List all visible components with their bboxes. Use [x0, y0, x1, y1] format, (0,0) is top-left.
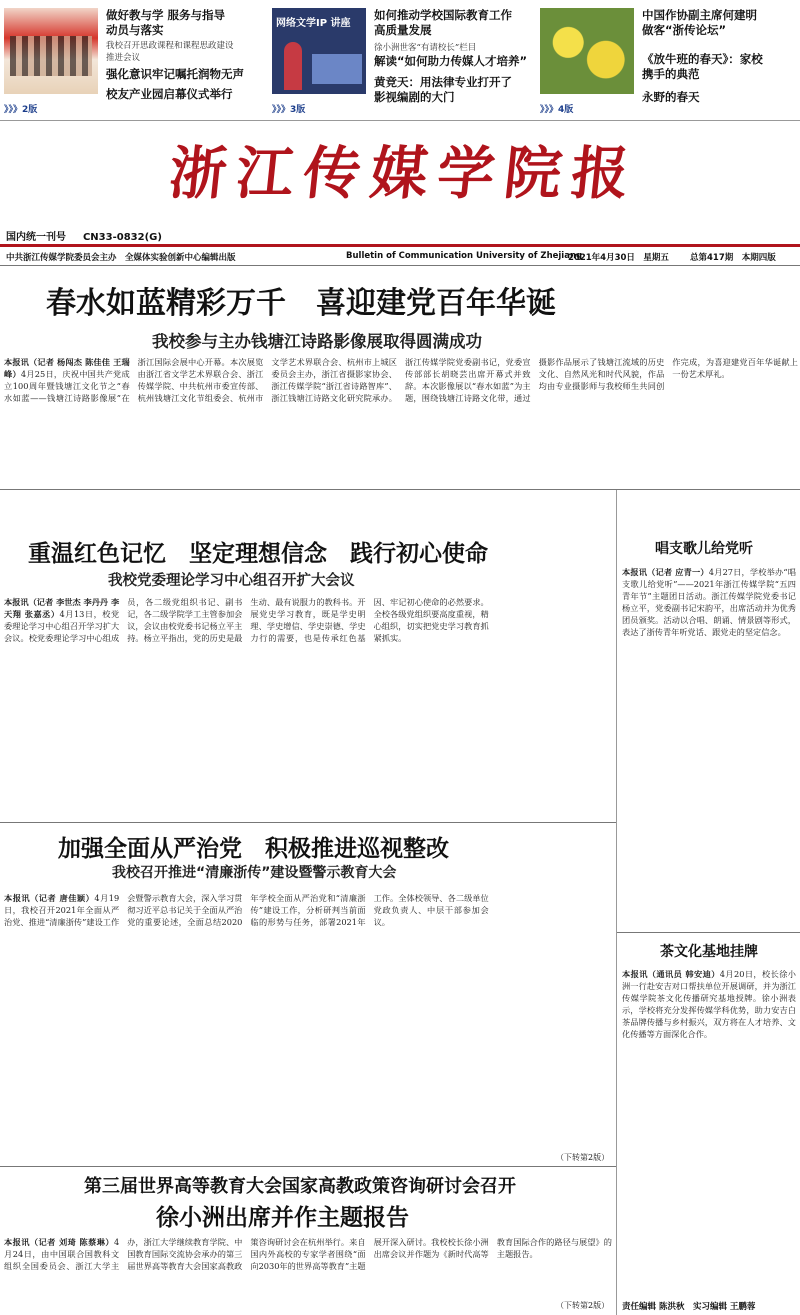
divider — [0, 120, 800, 121]
divider — [0, 822, 616, 823]
sidebar2-body: 本报讯（通讯员 韩安迪）4月20日，校长徐小洲一行赴安吉对口帮扶单位开展调研，并为浙江传媒学院茶文化传播研究基地授牌。徐小洲表示，学校将充分发挥传媒学科优势，助力安吉白茶品牌传播与乡村振兴，双方将在人才培养、文化传播等方面深化合作。 — [622, 969, 796, 1040]
teaser-3-photo — [540, 8, 634, 94]
article3-body: 本报讯（记者 唐佳颖）4月19日，我校召开2021年全面从严治党、推进“清廉浙传”建设工作会暨警示教育大会，深入学习贯彻习近平总书记关于全面从严治党的重要论述，全面总结2020年学校全面从严治党和“清廉浙传”建设工作，分析研判当前面临的形势与任务，部署2021年工作。全体校领导、各二级单位党政负责人、中层干部参加会议。 — [4, 893, 489, 928]
teaser-1[interactable]: 做好教与学 服务与指导 动员与落实 我校召开思政课程和课程思政建设 推进会议 强化意识牢记嘱托润物无声 校友产业园启幕仪式举行 》》》2版 — [4, 8, 244, 115]
teaser-2-section[interactable]: 》》》3版 — [272, 105, 306, 115]
issue-date: 2021年4月30日 星期五 — [568, 253, 669, 263]
cn-number: CN33-0832(G) — [82, 232, 162, 243]
divider — [617, 932, 800, 933]
column-divider — [616, 490, 617, 1315]
article4-continued[interactable]: （下转第2版） — [556, 1301, 610, 1310]
sidebar1-headline[interactable]: 唱支歌儿给党听 — [655, 541, 753, 557]
teaser-3-title: 中国作协副主席何建明 — [642, 8, 757, 22]
masthead-rule — [0, 244, 800, 247]
teaser-2[interactable]: 网络文学IP 讲座 如何推动学校国际教育工作 高质量发展 徐小洲世客“有请校长”栏目 解读“如何助力传媒人才培养” 黄竞天：用法律专业打开了 影视编剧的大门 》》》3版 — [272, 8, 528, 115]
article2-headline[interactable]: 重温红色记忆 坚定理想信念 践行初心使命 — [28, 541, 488, 567]
article3-subhead: 我校召开推进“清廉浙传”建设暨警示教育大会 — [112, 865, 397, 881]
masthead-en: Bulletin of Communication University of Zhejiang — [346, 251, 583, 261]
sidebar2-headline[interactable]: 茶文化基地挂牌 — [660, 944, 758, 960]
edition-label: 国内统一刊号 CN33-0832(G) — [6, 232, 162, 243]
divider — [0, 1166, 616, 1167]
masthead-title: 浙江传媒学院报 — [166, 140, 643, 207]
article1-body: 本报讯（记者 杨闯杰 陈佳佳 王瑞峰）4月25日，庆祝中国共产党成立100周年暨钱塘江文化节之“春水如蓝——钱塘江诗路影像展”在浙江国际会展中心开幕。本次展览由浙江省文学艺术界联合会、浙江传媒学院、中共杭州市委宣传部、杭州钱塘江文化节组委会、杭州市文学艺术界联合会、杭州市上城区委员会主办，浙江省摄影家协会、浙江传媒学院“浙江省诗路智库”、浙江钱塘江诗路文化研究院承办。浙江传媒学院党委副书记，党委宣传部部长胡晓芸出席开幕式并致辞。本次影像展以“春水如蓝”为主题，围绕钱塘江诗路文化带，通过摄影作品展示了钱塘江流域的历史文化、自然风光和时代风貌，作品均由专业摄影师与我校师生共同创作完成，为喜迎建党百年华诞献上一份艺术厚礼。 — [4, 357, 798, 404]
article4-title: 徐小洲出席并作主题报告 — [156, 1205, 409, 1231]
article4-headline[interactable]: 第三届世界高等教育大会国家高教政策咨询研讨会召开 — [84, 1176, 516, 1197]
article4-body: 本报讯（记者 刘琦 陈蔡琳）4月24日，由中国联合国教科文组织全国委员会、浙江大学主办，浙江大学继续教育学院、中国教育国际交流协会承办的第三届世界高等教育大会国家高教政策咨询研讨会在杭州举行。来自国内外高校的专家学者围绕“面向2030年的世界高等教育”主题展开深入研讨。我校校长徐小洲出席会议并作题为《新时代高等教育国际合作的路径与展望》的主题报告。 — [4, 1237, 612, 1272]
sidebar1-body: 本报讯（记者 应青一）4月27日，学校举办“唱支歌儿给党听”——2021年浙江传媒学院“五四青年节”主题团日活动。浙江传媒学院党委书记杨立平，党委副书记宋韵平，出席活动并为优秀团员颁奖。活动以合唱、朗诵、情景剧等形式，表达了浙传青年听党话、跟党走的坚定信念。 — [622, 567, 796, 638]
divider — [0, 265, 800, 266]
article1-subhead: 我校参与主办钱塘江诗路影像展取得圆满成功 — [152, 332, 482, 351]
teaser-1-section[interactable]: 》》》2版 — [4, 105, 38, 115]
sponsor: 中共浙江传媒学院委员会主办 全媒体实验创新中心编辑出版 — [6, 253, 236, 263]
article3-headline[interactable]: 加强全面从严治党 积极推进巡视整改 — [58, 836, 449, 862]
editor-credit: 责任编辑 陈洪秋 实习编辑 王鹏蓉 — [622, 1302, 756, 1312]
teaser-1-title: 做好教与学 服务与指导 — [106, 8, 226, 22]
article3-continued[interactable]: （下转第2版） — [556, 1153, 610, 1162]
divider — [0, 489, 800, 490]
teaser-2-title: 如何推动学校国际教育工作 — [374, 8, 512, 22]
teaser-1-photo — [4, 8, 98, 94]
teaser-3[interactable]: 中国作协副主席何建明 做客“浙传论坛” 《放牛班的春天》：家校 携手的典范 永野的春天 》》》4版 — [540, 8, 763, 115]
teaser-3-section[interactable]: 》》》4版 — [540, 105, 574, 115]
article2-body: 本报讯（记者 李世杰 李丹丹 李天翔 张嘉丞）4月13日，校党委理论学习中心组召开学习扩大会议。校党委理论学习中心组成员，各二级党组织书记、副书记，各二级学院学工主管参加会议，会议由校党委书记杨立平主持。杨立平指出，党的历史是最生动、最有说服力的教科书。开展党史学习教育，既是学史明理、学史增信、学史崇德、学史力行的需要，也是传承红色基因、牢记初心使命的必然要求。全校各级党组织要高度重视，精心组织，切实把党史学习教育抓紧抓实。 — [4, 597, 489, 644]
issue-number: 总第417期 本期四版 — [690, 253, 776, 263]
teaser-2-photo: 网络文学IP 讲座 — [272, 8, 366, 94]
article2-subhead: 我校党委理论学习中心组召开扩大会议 — [108, 573, 355, 589]
article1-headline[interactable]: 春水如蓝精彩万千 喜迎建党百年华诞 — [46, 286, 556, 321]
